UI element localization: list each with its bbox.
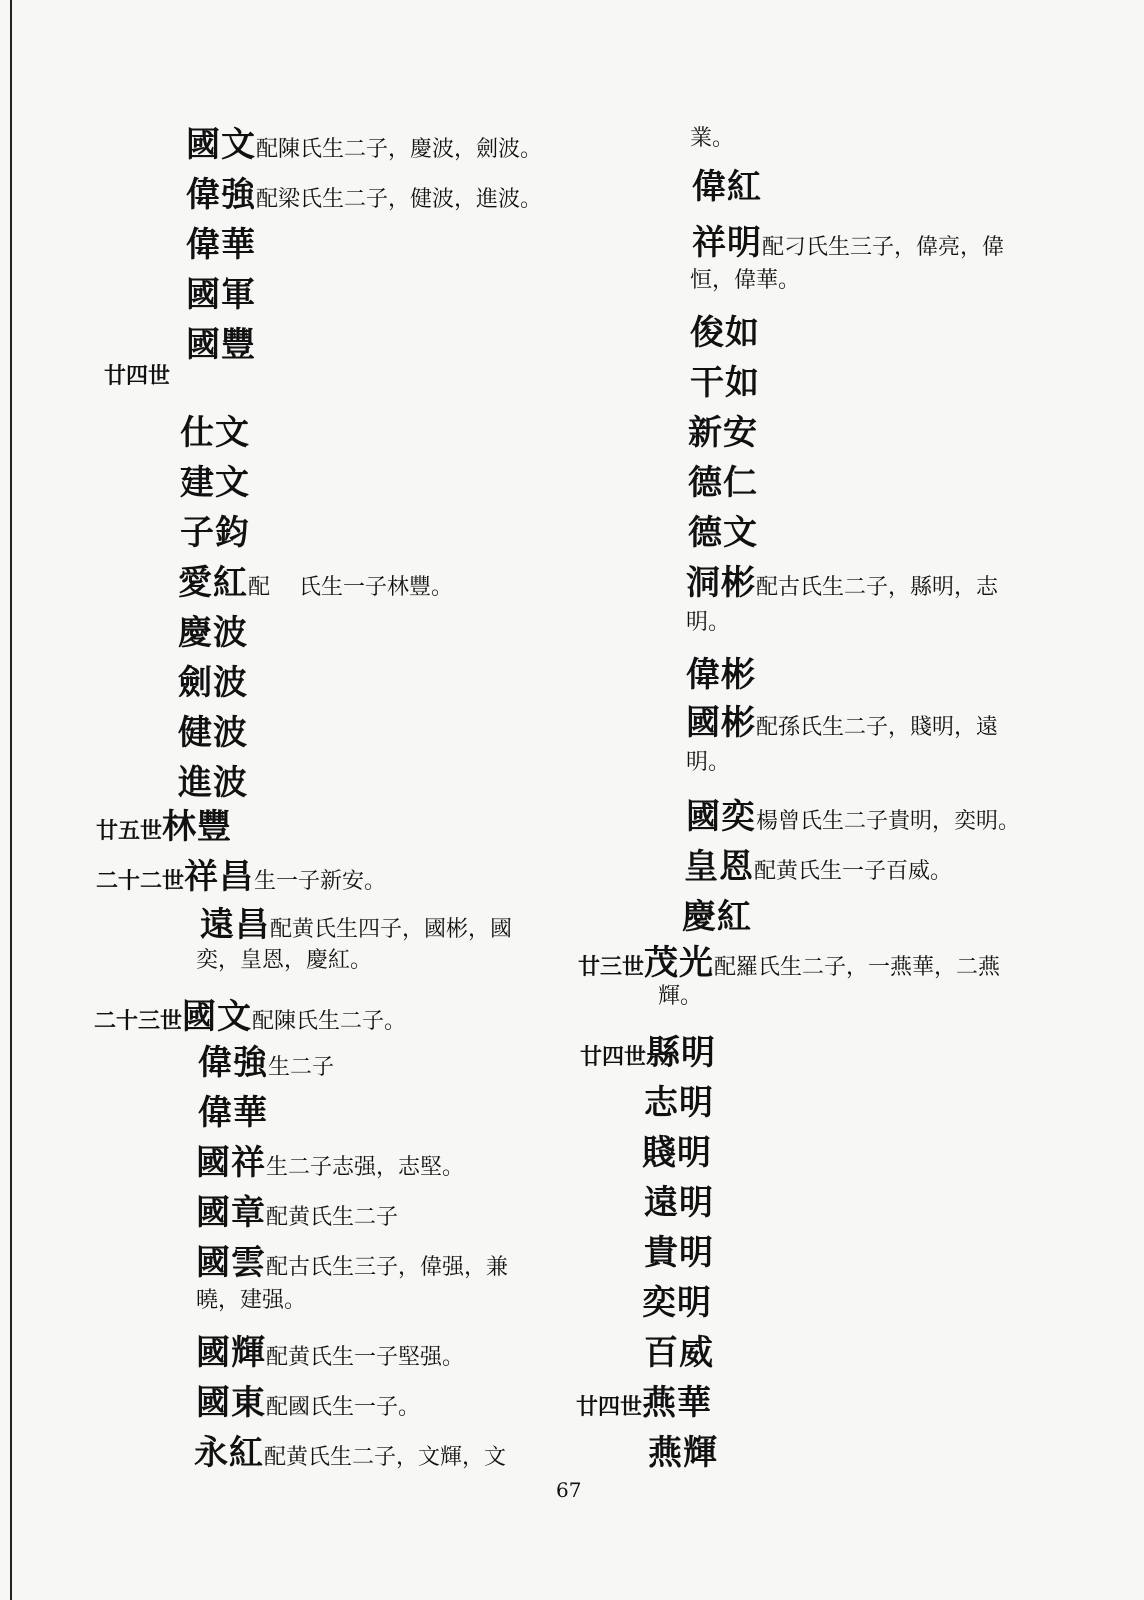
genealogy-entry	[576, 1383, 713, 1423]
continuation-line	[686, 752, 730, 774]
generation-label: 廿三世	[578, 954, 645, 980]
entry-note: 配 氏生一子林豐。	[248, 575, 453, 600]
person-name: 新安	[688, 413, 758, 453]
genealogy-entry	[686, 703, 999, 743]
generation-label: 廿四世	[104, 363, 171, 389]
entry-note: 生二子志强，志堅。	[266, 1155, 465, 1180]
genealogy-entry	[580, 1033, 717, 1073]
genealogy-entry	[94, 997, 407, 1037]
entry-note: 配陳氏生二子。	[252, 1009, 407, 1034]
person-name: 愛紅	[178, 563, 248, 603]
person-name: 仕文	[180, 413, 250, 453]
genealogy-entry	[186, 175, 543, 215]
continuation-line	[690, 270, 800, 292]
genealogy-entry	[642, 1283, 712, 1323]
genealogy-entry	[196, 1383, 421, 1423]
genealogy-entry	[578, 943, 1001, 983]
genealogy-entry	[692, 167, 762, 207]
genealogy-entry	[688, 413, 758, 453]
person-name: 偉紅	[692, 167, 762, 207]
genealogy-entry	[178, 663, 248, 703]
note-continuation: 業。	[690, 126, 735, 151]
person-name: 國軍	[186, 275, 256, 315]
person-name: 永紅	[194, 1433, 264, 1473]
person-name: 貴明	[644, 1233, 714, 1273]
person-name: 干如	[690, 363, 760, 403]
genealogy-entry	[644, 1183, 714, 1223]
person-name: 俊如	[690, 313, 760, 353]
entry-note: 配古氏生三子，偉强，兼	[266, 1255, 509, 1280]
genealogy-entry	[200, 905, 513, 945]
genealogy-entry	[180, 413, 250, 453]
note-continuation: 明。	[686, 750, 731, 775]
person-name: 國彬	[686, 703, 756, 743]
genealogy-entry	[198, 1093, 268, 1133]
person-name: 祥昌	[184, 857, 255, 897]
person-name: 子鈞	[180, 513, 250, 553]
genealogy-entry	[644, 1083, 714, 1123]
genealogy-entry	[186, 275, 256, 315]
genealogy-entry	[682, 897, 752, 937]
entry-note: 配黄氏生一子百威。	[754, 859, 953, 884]
person-name: 健波	[178, 713, 248, 753]
genealogy-entry	[684, 847, 953, 887]
note-continuation: 明。	[686, 610, 731, 635]
note-continuation: 奕，皇恩，慶紅。	[196, 948, 373, 973]
genealogy-entry	[180, 513, 250, 553]
entry-note: 配刁氏生三子，偉亮，偉	[762, 235, 1005, 260]
genealogy-entry	[196, 1243, 509, 1283]
person-name: 國祥	[196, 1143, 266, 1183]
genealogy-entry	[186, 125, 543, 165]
page-number: 67	[556, 1478, 582, 1502]
person-name: 國章	[196, 1193, 266, 1233]
person-name: 慶波	[178, 613, 248, 653]
genealogy-entry	[180, 463, 250, 503]
genealogy-entry	[186, 325, 256, 365]
person-name: 偉強	[198, 1043, 268, 1083]
continuation-line	[196, 950, 372, 972]
generation-label: 廿四世	[580, 1044, 647, 1070]
genealogy-entry	[642, 1133, 712, 1173]
person-name: 洞彬	[686, 563, 756, 603]
genealogy-entry	[196, 1193, 399, 1233]
genealogy-entry	[194, 1433, 507, 1473]
person-name: 國雲	[196, 1243, 266, 1283]
person-name: 縣明	[646, 1033, 717, 1073]
person-name: 奕明	[642, 1283, 712, 1323]
genealogy-entry	[644, 1233, 714, 1273]
genealogy-entry	[690, 363, 760, 403]
entry-note: 配羅氏生二子，一燕華，二燕	[714, 955, 1001, 980]
genealogy-entry	[688, 513, 758, 553]
person-name: 德文	[688, 513, 758, 553]
person-name: 德仁	[688, 463, 758, 503]
entry-note: 配古氏生二子，縣明，志	[756, 575, 999, 600]
genealogy-entry	[196, 1143, 465, 1183]
genealogy-entry	[686, 563, 999, 603]
person-name: 進波	[178, 763, 248, 803]
entry-note: 配黄氏生二子	[266, 1205, 399, 1230]
person-name: 偉強	[186, 175, 256, 215]
person-name: 慶紅	[682, 897, 752, 937]
person-name: 劍波	[178, 663, 248, 703]
entry-note: 配梁氏生二子，健波，進波。	[256, 187, 543, 212]
person-name: 偉華	[186, 225, 256, 265]
genealogy-entry	[198, 1043, 335, 1083]
entry-note: 配孫氏生二子，賤明，遠	[756, 715, 999, 740]
person-name: 偉華	[198, 1093, 268, 1133]
genealogy-entry	[96, 857, 387, 897]
genealogy-entry	[690, 313, 760, 353]
note-continuation: 曉，建强。	[196, 1288, 307, 1313]
note-continuation: 輝。	[658, 984, 703, 1009]
person-name: 偉彬	[686, 655, 756, 695]
genealogy-entry	[96, 807, 233, 847]
scan-edge-line	[10, 0, 12, 1600]
entry-note: 配陳氏生二子，慶波，劍波。	[256, 137, 543, 162]
entry-note: 配國氏生一子。	[266, 1395, 421, 1420]
genealogy-entry	[644, 1333, 714, 1373]
genealogy-entry	[686, 655, 756, 695]
person-name: 國奕	[686, 797, 756, 837]
genealogy-entry	[196, 1333, 465, 1373]
entry-note: 生一子新安。	[254, 869, 387, 894]
person-name: 建文	[180, 463, 250, 503]
entry-note: 配黄氏生四子，國彬，國	[270, 917, 513, 942]
genealogy-entry	[692, 223, 1005, 263]
genealogy-entry	[178, 713, 248, 753]
generation-label: 二十三世	[94, 1008, 183, 1034]
genealogy-entry	[178, 563, 453, 603]
person-name: 祥明	[692, 223, 762, 263]
person-name: 國豐	[186, 325, 256, 365]
person-name: 燕輝	[648, 1433, 718, 1473]
generation-label: 廿四世	[576, 1394, 643, 1420]
person-name: 國東	[196, 1383, 266, 1423]
note-continuation: 恒，偉華。	[690, 268, 801, 293]
continuation-line	[196, 1290, 306, 1312]
person-name: 賤明	[642, 1133, 712, 1173]
person-name: 林豐	[162, 807, 233, 847]
genealogy-entry	[688, 463, 758, 503]
person-name: 百威	[644, 1333, 714, 1373]
generation-label: 廿五世	[96, 818, 163, 844]
genealogy-entry	[104, 365, 170, 387]
person-name: 茂光	[644, 943, 715, 983]
genealogy-entry	[186, 225, 256, 265]
entry-note: 配黄氏生一子堅强。	[266, 1345, 465, 1370]
person-name: 國文	[182, 997, 253, 1037]
person-name: 志明	[644, 1083, 714, 1123]
continuation-line	[690, 128, 734, 150]
person-name: 國文	[186, 125, 256, 165]
person-name: 遠明	[644, 1183, 714, 1223]
genealogy-entry	[178, 613, 248, 653]
generation-label: 二十二世	[96, 868, 185, 894]
entry-note: 楊曾氏生二子貴明，奕明。	[756, 809, 1021, 834]
continuation-line	[686, 612, 730, 634]
continuation-line	[658, 986, 702, 1008]
genealogy-entry	[686, 797, 1021, 837]
entry-note: 配黄氏生二子，文輝，文	[264, 1445, 507, 1470]
person-name: 燕華	[642, 1383, 713, 1423]
entry-note: 生二子	[268, 1055, 335, 1080]
genealogy-entry	[178, 763, 248, 803]
person-name: 遠昌	[200, 905, 270, 945]
person-name: 皇恩	[684, 847, 754, 887]
genealogy-entry	[648, 1433, 718, 1473]
person-name: 國輝	[196, 1333, 266, 1373]
